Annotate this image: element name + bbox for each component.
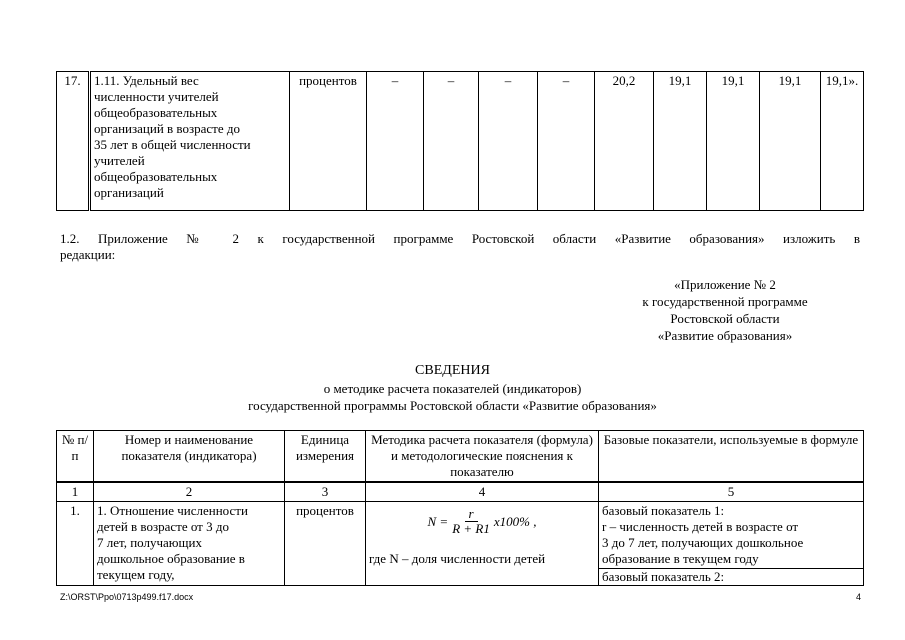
formula-explanation: где N – доля численности детей <box>369 551 546 566</box>
text-line: детей в возрасте от 3 до <box>97 519 229 534</box>
text-line: организаций <box>94 185 164 200</box>
paragraph-line: редакции: <box>60 247 116 262</box>
text-line: дошкольное образование в <box>97 551 245 566</box>
text-line: 35 лет в общей численности <box>94 137 251 152</box>
value-cell: – <box>479 72 538 211</box>
annex-line: «Приложение № 2 <box>674 277 776 292</box>
text-line: 3 до 7 лет, получающих дошкольное <box>602 535 804 550</box>
header-unit: Единица измерения <box>285 431 366 483</box>
header-num: № п/п <box>57 431 94 483</box>
column-number: 4 <box>366 482 599 502</box>
row-number: 1. <box>57 502 94 586</box>
document-subtitle: государственной программы Ростовской области «Развитие образования» <box>248 398 657 413</box>
text-line: текущем году, <box>97 567 175 582</box>
column-number: 1 <box>57 482 94 502</box>
table-row <box>57 502 864 586</box>
value-cell: 19,1 <box>760 72 821 211</box>
indicator-table-continuation <box>56 71 864 211</box>
header-name: Номер и наименование показателя (индикатора) <box>94 431 285 483</box>
text-line: 1.11. Удельный вес <box>94 73 199 88</box>
indicator-name <box>90 72 290 211</box>
value-cell: 19,1». <box>821 72 864 211</box>
value-cell: 19,1 <box>707 72 760 211</box>
page-number: 4 <box>855 592 861 602</box>
formula-numerator: r <box>465 507 478 522</box>
header-method: Методика расчета показателя (формула) и методологические пояснения к показателю <box>366 431 599 483</box>
base-indicators-cell <box>599 502 864 586</box>
column-number: 5 <box>599 482 864 502</box>
annex-line: «Развитие образования» <box>657 328 793 343</box>
unit-cell: процентов <box>290 72 367 211</box>
formula-suffix: x100% , <box>493 513 537 529</box>
annex-caption <box>605 276 845 344</box>
table-header-row <box>57 431 864 483</box>
text-line: r – численность детей в возрасте от <box>602 519 799 534</box>
table-row <box>57 72 864 211</box>
column-number: 3 <box>285 482 366 502</box>
text-line: 7 лет, получающих <box>97 535 202 550</box>
formula-fraction <box>452 507 490 536</box>
file-path: Z:\ORST\Ppo\0713p499.f17.docx <box>60 592 194 602</box>
document-subtitle: о методике расчета показателей (индикаторов) <box>323 381 582 396</box>
text-line: учителей <box>94 153 145 168</box>
text-line: общеобразовательных <box>94 105 218 120</box>
column-number: 2 <box>94 482 285 502</box>
methodology-table <box>56 430 864 586</box>
text-line: общеобразовательных <box>94 169 218 184</box>
paragraph-line: 1.2. Приложение № 2 к государственной программе Ростовской области «Развитие образования» изложить в <box>60 231 860 246</box>
base-indicator-1 <box>599 502 863 568</box>
text-line: организаций в возрасте до <box>94 121 240 136</box>
text-line: 1. Отношение численности <box>97 503 248 518</box>
value-cell: 19,1 <box>654 72 707 211</box>
unit-cell: процентов <box>285 502 366 586</box>
annex-line: к государственной программе <box>642 294 808 309</box>
row-number: 17. <box>57 72 90 211</box>
base-indicator-2: базовый показатель 2: <box>599 568 863 585</box>
indicator-name <box>94 502 285 586</box>
formula-denominator: R + R1 <box>452 521 490 536</box>
value-cell: – <box>424 72 479 211</box>
text-line: базовый показатель 1: <box>602 503 725 518</box>
document-title: СВЕДЕНИЯ <box>415 363 490 378</box>
formula <box>369 507 595 547</box>
formula-lhs: N = <box>427 513 449 529</box>
annex-line: Ростовской области <box>670 311 780 326</box>
value-cell: – <box>367 72 424 211</box>
text-line: образование в текущем году <box>602 551 759 566</box>
value-cell: 20,2 <box>595 72 654 211</box>
method-cell <box>366 502 599 586</box>
text-line: численности учителей <box>94 89 219 104</box>
value-cell: – <box>538 72 595 211</box>
table-numbering-row <box>57 482 864 502</box>
header-base: Базовые показатели, используемые в формуле <box>599 431 864 483</box>
formula-expression <box>428 507 537 536</box>
